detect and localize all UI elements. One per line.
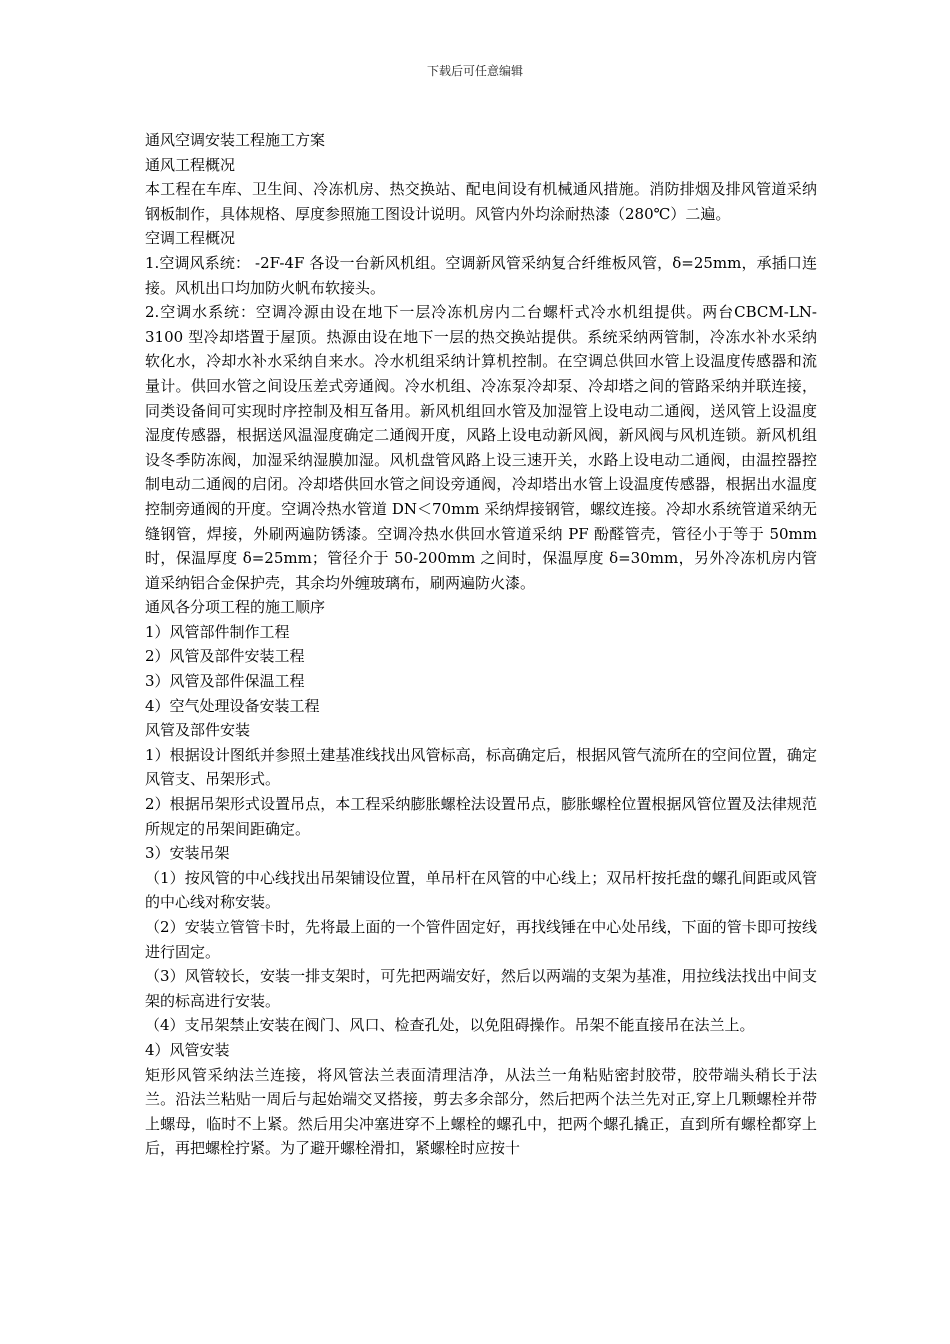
list-item: 3）安装吊架 [145, 844, 230, 863]
paragraph: （1）按风管的中心线找出吊架铺设位置，单吊杆在风管的中心线上；双吊杆按托盘的螺孔间距或风管的中心线对称安装。 [145, 868, 817, 912]
list-item: 2）风管及部件安装工程 [145, 647, 305, 666]
list-item: 4）空气处理设备安装工程 [145, 696, 320, 715]
section-heading: 通风工程概况 [145, 155, 236, 174]
section-heading: 风管及部件安装 [145, 721, 251, 740]
list-item: 3）风管及部件保温工程 [145, 672, 305, 691]
paragraph: 2.空调水系统：空调冷源由设在地下一层冷冻机房内二台螺杆式冷水机组提供。两台CBCM-LN-3100 型冷却塔置于屋顶。热源由设在地下一层的热交换站提供。系统采纳两管制，冷冻水补水采纳软化水，冷却水补水采纳自来水。冷水机组采纳计算机控制。在空调总供回水管上设温度传感器和流量计。供回水管之间设压差式旁通阀。冷水机组、冷冻泵冷却泵、冷却塔之间的管路采纳并联连接，同类设备间可实现时序控制及相互备用。新风机组回水管及加湿管上设电动二通阀，送风管上设温度湿度传感器，根据送风温湿度确定二通阀开度，风路上设电动新风阀，新风阀与风机连锁。新风机组设冬季防冻阀，加湿采纳湿膜加湿。风机盘管风路上设三速开关，水路上设电动二通阀，由温控器控制电动二通阀的启闭。冷却塔供回水管之间设旁通阀，冷却塔出水管上设温度传感器，根据出水温度控制旁通阀的开度。空调冷热水管道 DN＜70mm 采纳焊接钢管，螺纹连接。冷却水系统管道采纳无缝钢管，焊接，外刷两遍防锈漆。空调冷热水供回水管道采纳 PF 酚醛管壳，管径小于等于 50mm 时，保温厚度 δ=25mm；管径介于 50-200mm 之间时，保温厚度 δ=30mm，另外冷冻机房内管道采纳铝合金保护壳，其余均外缠玻璃布，刷两遍防火漆。 [145, 303, 817, 592]
page-header: 下载后可任意编辑 [426, 64, 523, 78]
paragraph: 本工程在车库、卫生间、冷冻机房、热交换站、配电间设有机械通风措施。消防排烟及排风管道采纳钢板制作，具体规格、厚度参照施工图设计说明。风管内外均涂耐热漆（280℃）二遍。 [145, 180, 817, 223]
paragraph: （2）安装立管管卡时，先将最上面的一个管件固定好，再找线锤在中心处吊线，下面的管卡即可按线进行固定。 [145, 918, 817, 961]
paragraph: 矩形风管采纳法兰连接，将风管法兰表面清理洁净，从法兰一角粘贴密封胶带，胶带端头稍长于法兰。沿法兰粘贴一周后与起始端交叉搭接，剪去多余部分，然后把两个法兰先对正,穿上几颗螺栓并带上螺母，临时不上紧。然后用尖冲塞进穿不上螺栓的螺孔中，把两个螺孔撬正，直到所有螺栓都穿上后，再把螺栓拧紧。为了避开螺栓滑扣，紧螺栓时应按十 [145, 1065, 817, 1158]
paragraph: 1）根据设计图纸并参照土建基准线找出风管标高，标高确定后，根据风管气流所在的空间位置，确定风管支、吊架形式。 [145, 745, 817, 789]
document-body [145, 128, 817, 1161]
list-item: 1）风管部件制作工程 [145, 622, 290, 641]
paragraph: （3）风管较长，安装一排支架时，可先把两端安好，然后以两端的支架为基准，用拉线法找出中间支架的标高进行安装。 [145, 967, 817, 1010]
paragraph: （4）支吊架禁止安装在阀门、风口、检查孔处，以免阻碍操作。吊架不能直接吊在法兰上。 [145, 1016, 755, 1035]
list-item: 4）风管安装 [145, 1040, 230, 1059]
document-title: 通风空调安装工程施工方案 [145, 131, 326, 149]
paragraph: 1.空调风系统： -2F-4F 各设一台新风机组。空调新风管采纳复合纤维板风管，δ=25mm，承插口连接。风机出口均加防火帆布软接头。 [145, 253, 817, 297]
paragraph: 2）根据吊架形式设置吊点，本工程采纳膨胀螺栓法设置吊点，膨胀螺栓位置根据风管位置及法律规范所规定的吊架间距确定。 [145, 795, 817, 838]
section-heading: 空调工程概况 [145, 229, 236, 248]
section-heading: 通风各分项工程的施工顺序 [145, 598, 326, 617]
